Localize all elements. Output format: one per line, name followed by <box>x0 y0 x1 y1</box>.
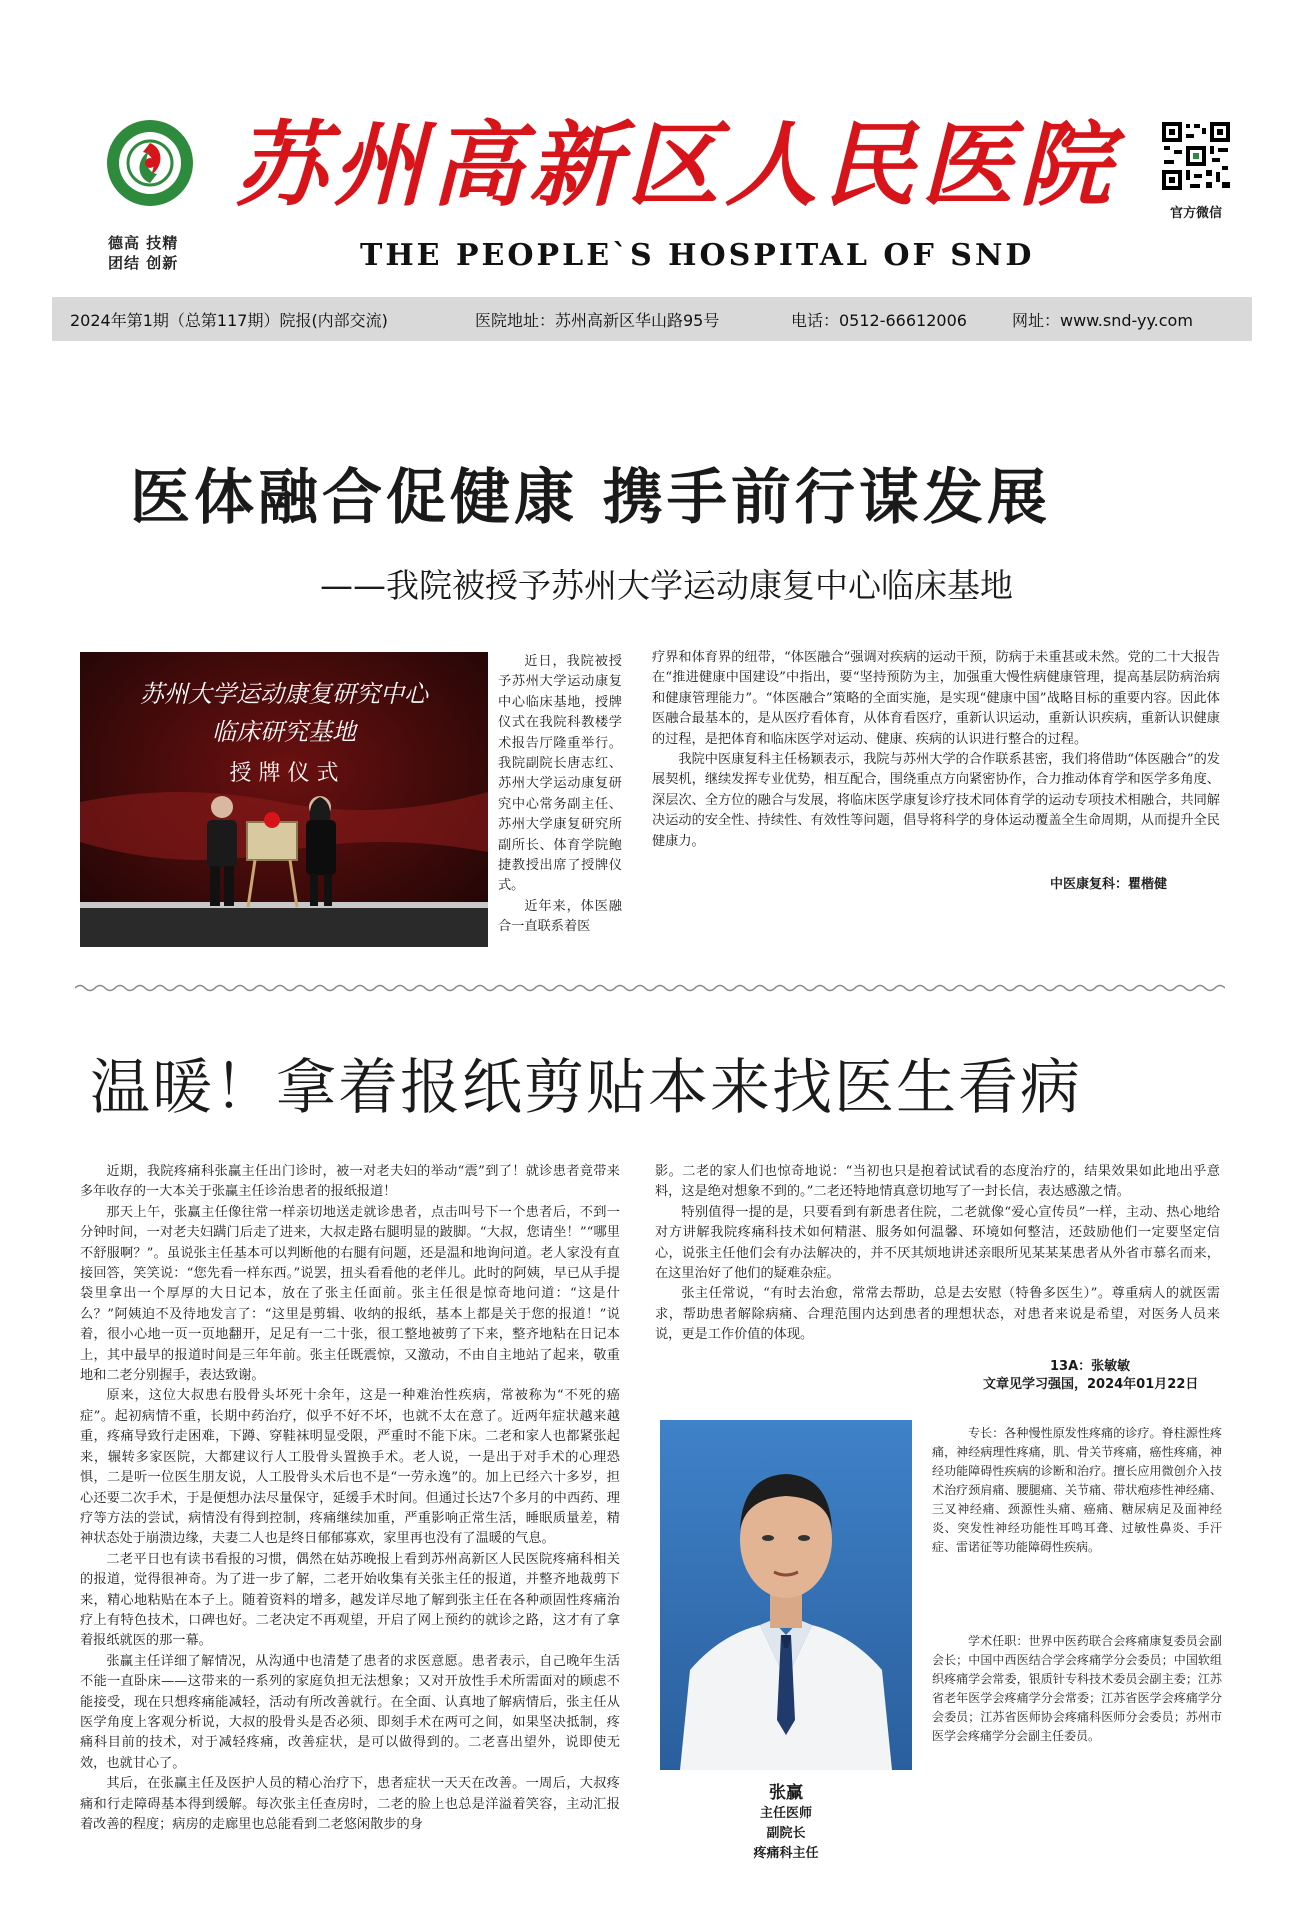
banner-line-1: 苏州大学运动康复研究中心 <box>140 680 428 708</box>
hospital-phone: 电话：0512-66612006 <box>791 311 967 330</box>
article2-paragraph: 原来，这位大叔患右股骨头坏死十余年，这是一种难治性疾病，常被称为“不死的癌症”。起初病情不重，长期中药治疗，似乎不好不坏，也就不太在意了。近两年症状越来越重，疼痛导致行走困难，下蹲、穿鞋袜明显受限，严重时不能下床。二老和家人也都紧张起来，辗转多家医院，大都建议行人工股骨头置换手术。老人说，一是出于对手术的心理恐惧，二是听一位医生朋友说，人工股骨头术后也不是“一劳永逸”的。加上已经六十多岁，担心还要二次手术，于是便想办法尽量保守，延缓手术时间。但通过长达7个多月的中西药、理疗等方法的尝试，病情没有得到控制，疼痛继续加重，严重影响正常生活，睡眠质量差，精神状态处于崩溃边缘，夫妻二人也是终日郁郁寡欢，家里再也没有了温暖的气息。 <box>80 1388 620 1547</box>
article2-column-1 <box>80 1162 620 1835</box>
motto-line-1: 德高 技精 <box>108 234 179 252</box>
article2-paragraph: 其后，在张赢主任及医护人员的精心治疗下，患者症状一天天在改善。一周后，大叔疼痛和行走障碍基本得到缓解。每次张主任查房时，二老的脸上也总是洋溢着笑容，主动汇报着改善的程度；病房的走廊里也总能看到二老悠闲散步的身 <box>80 1776 620 1832</box>
article1-column-2 <box>652 648 1220 852</box>
doctor-name: 张赢 <box>769 1783 803 1803</box>
doctor-photo <box>660 1420 912 1770</box>
article2-paragraph: 张赢主任详细了解情况，从沟通中也清楚了患者的求医意愿。患者表示，自己晚年生活不能一直卧床——这带来的一系列的家庭负担无法想象；又对开放性手术所需面对的顾虑不能接受，现在只想疼痛能减轻，活动有所改善就行。在全面、认真地了解病情后，张主任从医学角度上客观分析说，大叔的股骨头是否必须、即刻手术在两可之间，如果坚决抵制，疼痛科目前的技术，对于减轻疼痛，改善症状，是可以做得到的。二老喜出望外，说即使无效，也就甘心了。 <box>80 1653 620 1771</box>
motto-line-2: 团结 创新 <box>108 254 179 272</box>
doctor-roles-text: 学术任职：世界中医药联合会疼痛康复委员会副会长；中国中西医结合学会疼痛学分会委员；中国软组织疼痛学会常委，银质针专科技术委员会副主委；江苏省老年医学会疼痛学分会常委；江苏省医学会疼痛学分会委员；江苏省医师协会疼痛科医师分会委员；苏州市医学会疼痛学分会副主任委员。 <box>932 1634 1222 1743</box>
article1-paragraph: 疗界和体育界的纽带，“体医融合”强调对疾病的运动干预，防病于未重甚或未然。党的二十大报告在“推进健康中国建设”中指出，要“坚持预防为主，加强重大慢性病健康管理，提高基层防病治病和健康管理能力”。“体医融合”策略的全面实施，是实现“健康中国”战略目标的重要内容。因此体医融合最基本的，是从医疗看体育，从体育看医疗，重新认识运动，重新认识疾病，重新认识健康的过程，是把体育和临床医学对运动、健康、疾病的认识进行整合的过程。 <box>652 650 1220 747</box>
doctor-specialty <box>932 1424 1222 1557</box>
hospital-title-cn: 苏州高新区人民医院 <box>235 111 1118 219</box>
info-bar <box>52 297 1252 341</box>
qr-code-label: 官方微信 <box>1169 206 1222 221</box>
doctor-title: 疼痛科主任 <box>753 1846 819 1861</box>
article1-author: 中医康复科：瞿楷健 <box>1050 877 1168 892</box>
doctor-specialty-text: 专长：各种慢性原发性疼痛的诊疗。脊柱源性疼痛，神经病理性疼痛，肌、骨关节疼痛，癌性疼痛，神经功能障碍性疾病的诊断和治疗。擅长应用微创介入技术治疗颈肩痛、腰腿痛、关节痛、带状疱疹性神经痛、三叉神经痛、颈源性头痛、癌痛、糖尿病足及面神经炎、突发性神经功能性耳鸣耳聋、过敏性鼻炎、手汗症、雷诺征等功能障碍性疾病。 <box>932 1426 1222 1554</box>
article2-paragraph: 二老平日也有读书看报的习惯，偶然在姑苏晚报上看到苏州高新区人民医院疼痛科相关的报道，觉得很神奇。为了进一步了解，二老开始收集有关张主任的报道，并整齐地裁剪下来，精心地粘贴在本子上。随着资料的增多，越发详尽地了解到张主任在各种顽固性疼痛治疗上有特色技术，口碑也好。二老决定不再观望，开启了网上预约的就诊之路，这才有了拿着报纸就医的那一幕。 <box>80 1551 620 1649</box>
article1-paragraph: 近年来，体医融合一直联系着医 <box>498 898 622 935</box>
ceremony-photo <box>80 652 488 947</box>
issue-info: 2024年第1期（总第117期）院报(内部交流) <box>70 311 388 330</box>
article2-paragraph: 张主任常说，“有时去治愈，常常去帮助，总是去安慰（特鲁多医生）”。尊重病人的就医需求，帮助患者解除病痛、合理范围内达到患者的理想状态，对患者来说是希望，对医务人员来说，更是工作价值的体现。 <box>655 1286 1220 1343</box>
article2-paragraph: 特别值得一提的是，只要看到有新患者住院，二老就像“爱心宣传员”一样，主动、热心地给对方讲解我院疼痛科技术如何精湛、服务如何温馨、环境如何整洁，还鼓励他们一定要坚定信心，说张主任他们会有办法解决的，并不厌其烦地讲述亲眼所见某某某患者从外省市慕名而来，在这里治好了他们的疑难杂症。 <box>655 1204 1220 1282</box>
article1-subheadline: ——我院被授予苏州大学运动康复中心临床基地 <box>320 566 1013 605</box>
article1-headline: 医体融合促健康 携手前行谋发展 <box>130 463 1051 533</box>
article2-author: 13A：张敏敏 <box>1050 1359 1131 1374</box>
article2-headline: 温暖！拿着报纸剪贴本来找医生看病 <box>90 1053 1082 1123</box>
article2-paragraph: 影。二老的家人们也惊奇地说：“当初也只是抱着试试看的态度治疗的，结果效果如此地出乎意料，这是绝对想象不到的。”二老还特地情真意切地写了一封长信，表达感激之情。 <box>655 1164 1220 1200</box>
doctor-title: 主任医师 <box>759 1806 812 1821</box>
qr-code-icon[interactable] <box>1160 120 1232 192</box>
section-divider <box>75 978 1225 988</box>
banner-line-3: 授 牌 仪 式 <box>229 761 339 786</box>
hospital-address: 医院地址：苏州高新区华山路95号 <box>475 311 720 330</box>
banner-line-2: 临床研究基地 <box>212 718 356 746</box>
hospital-logo <box>105 118 195 208</box>
article2-paragraph: 近期，我院疼痛科张赢主任出门诊时，被一对老夫妇的举动“震”到了！就诊患者竟带来多年收存的一大本关于张赢主任诊治患者的报纸报道！ <box>80 1164 620 1200</box>
hospital-title-en: THE PEOPLE`S HOSPITAL OF SND <box>360 238 1035 273</box>
article2-column-2 <box>655 1162 1220 1346</box>
doctor-roles <box>932 1632 1222 1746</box>
article1-paragraph: 近日，我院被授予苏州大学运动康复中心临床基地，授牌仪式在我院科教楼学术报告厅隆重举行。我院副院长唐志红、苏州大学运动康复研究中心常务副主任、苏州大学康复研究所副所长、体育学院鲍捷教授出席了授牌仪式。 <box>498 654 622 894</box>
article2-source: 文章见学习强国，2024年01月22日 <box>983 1377 1199 1392</box>
article2-paragraph: 那天上午，张赢主任像往常一样亲切地送走就诊患者，点击叫号下一个患者后，不到一分钟时间，一对老夫妇蹒门后走了进来，大叔走路右腿明显的跛脚。“大叔，您请坐！”“哪里不舒服啊？”。虽说张主任基本可以判断他的右腿有问题，还是温和地询问道。老人家没有直接回答，笑笑说：“您先看一样东西。”说罢，扭头看看他的老伴儿。此时的阿姨，早已从手提袋里拿出一个厚厚的大日记本，放在了张主任面前。张主任很是惊奇地问道：“这是什么？”阿姨迫不及待地发言了：“这里是剪辑、收纳的报纸，基本上都是关于您的报道！”说着，很小心地一页一页地翻开，足足有一二十张，很工整地被剪了下来，整齐地粘在日记本上，其中最早的报道时间是三年年前。张主任既震惊，又激动，不由自主地站了起来，敬重地和二老分别握手，表达致谢。 <box>80 1204 620 1384</box>
article1-paragraph: 我院中医康复科主任杨颖表示，我院与苏州大学的合作联系甚密，我们将借助“体医融合”的发展契机，继续发挥专业优势，相互配合，围绕重点方向紧密协作，合力推动体育学和医学多角度、深层次、全方位的融合与发展，将临床医学康复诊疗技术同体育学的运动专项技术相融合，共同解决运动的安全性、持续性、有效性等问题，倡导将科学的身体运动覆盖全生命周期，从而提升全民健康力。 <box>652 752 1220 849</box>
article1-column-1 <box>498 652 622 938</box>
doctor-title: 副院长 <box>766 1826 806 1841</box>
hospital-website[interactable]: 网址：www.snd-yy.com <box>1012 311 1193 330</box>
